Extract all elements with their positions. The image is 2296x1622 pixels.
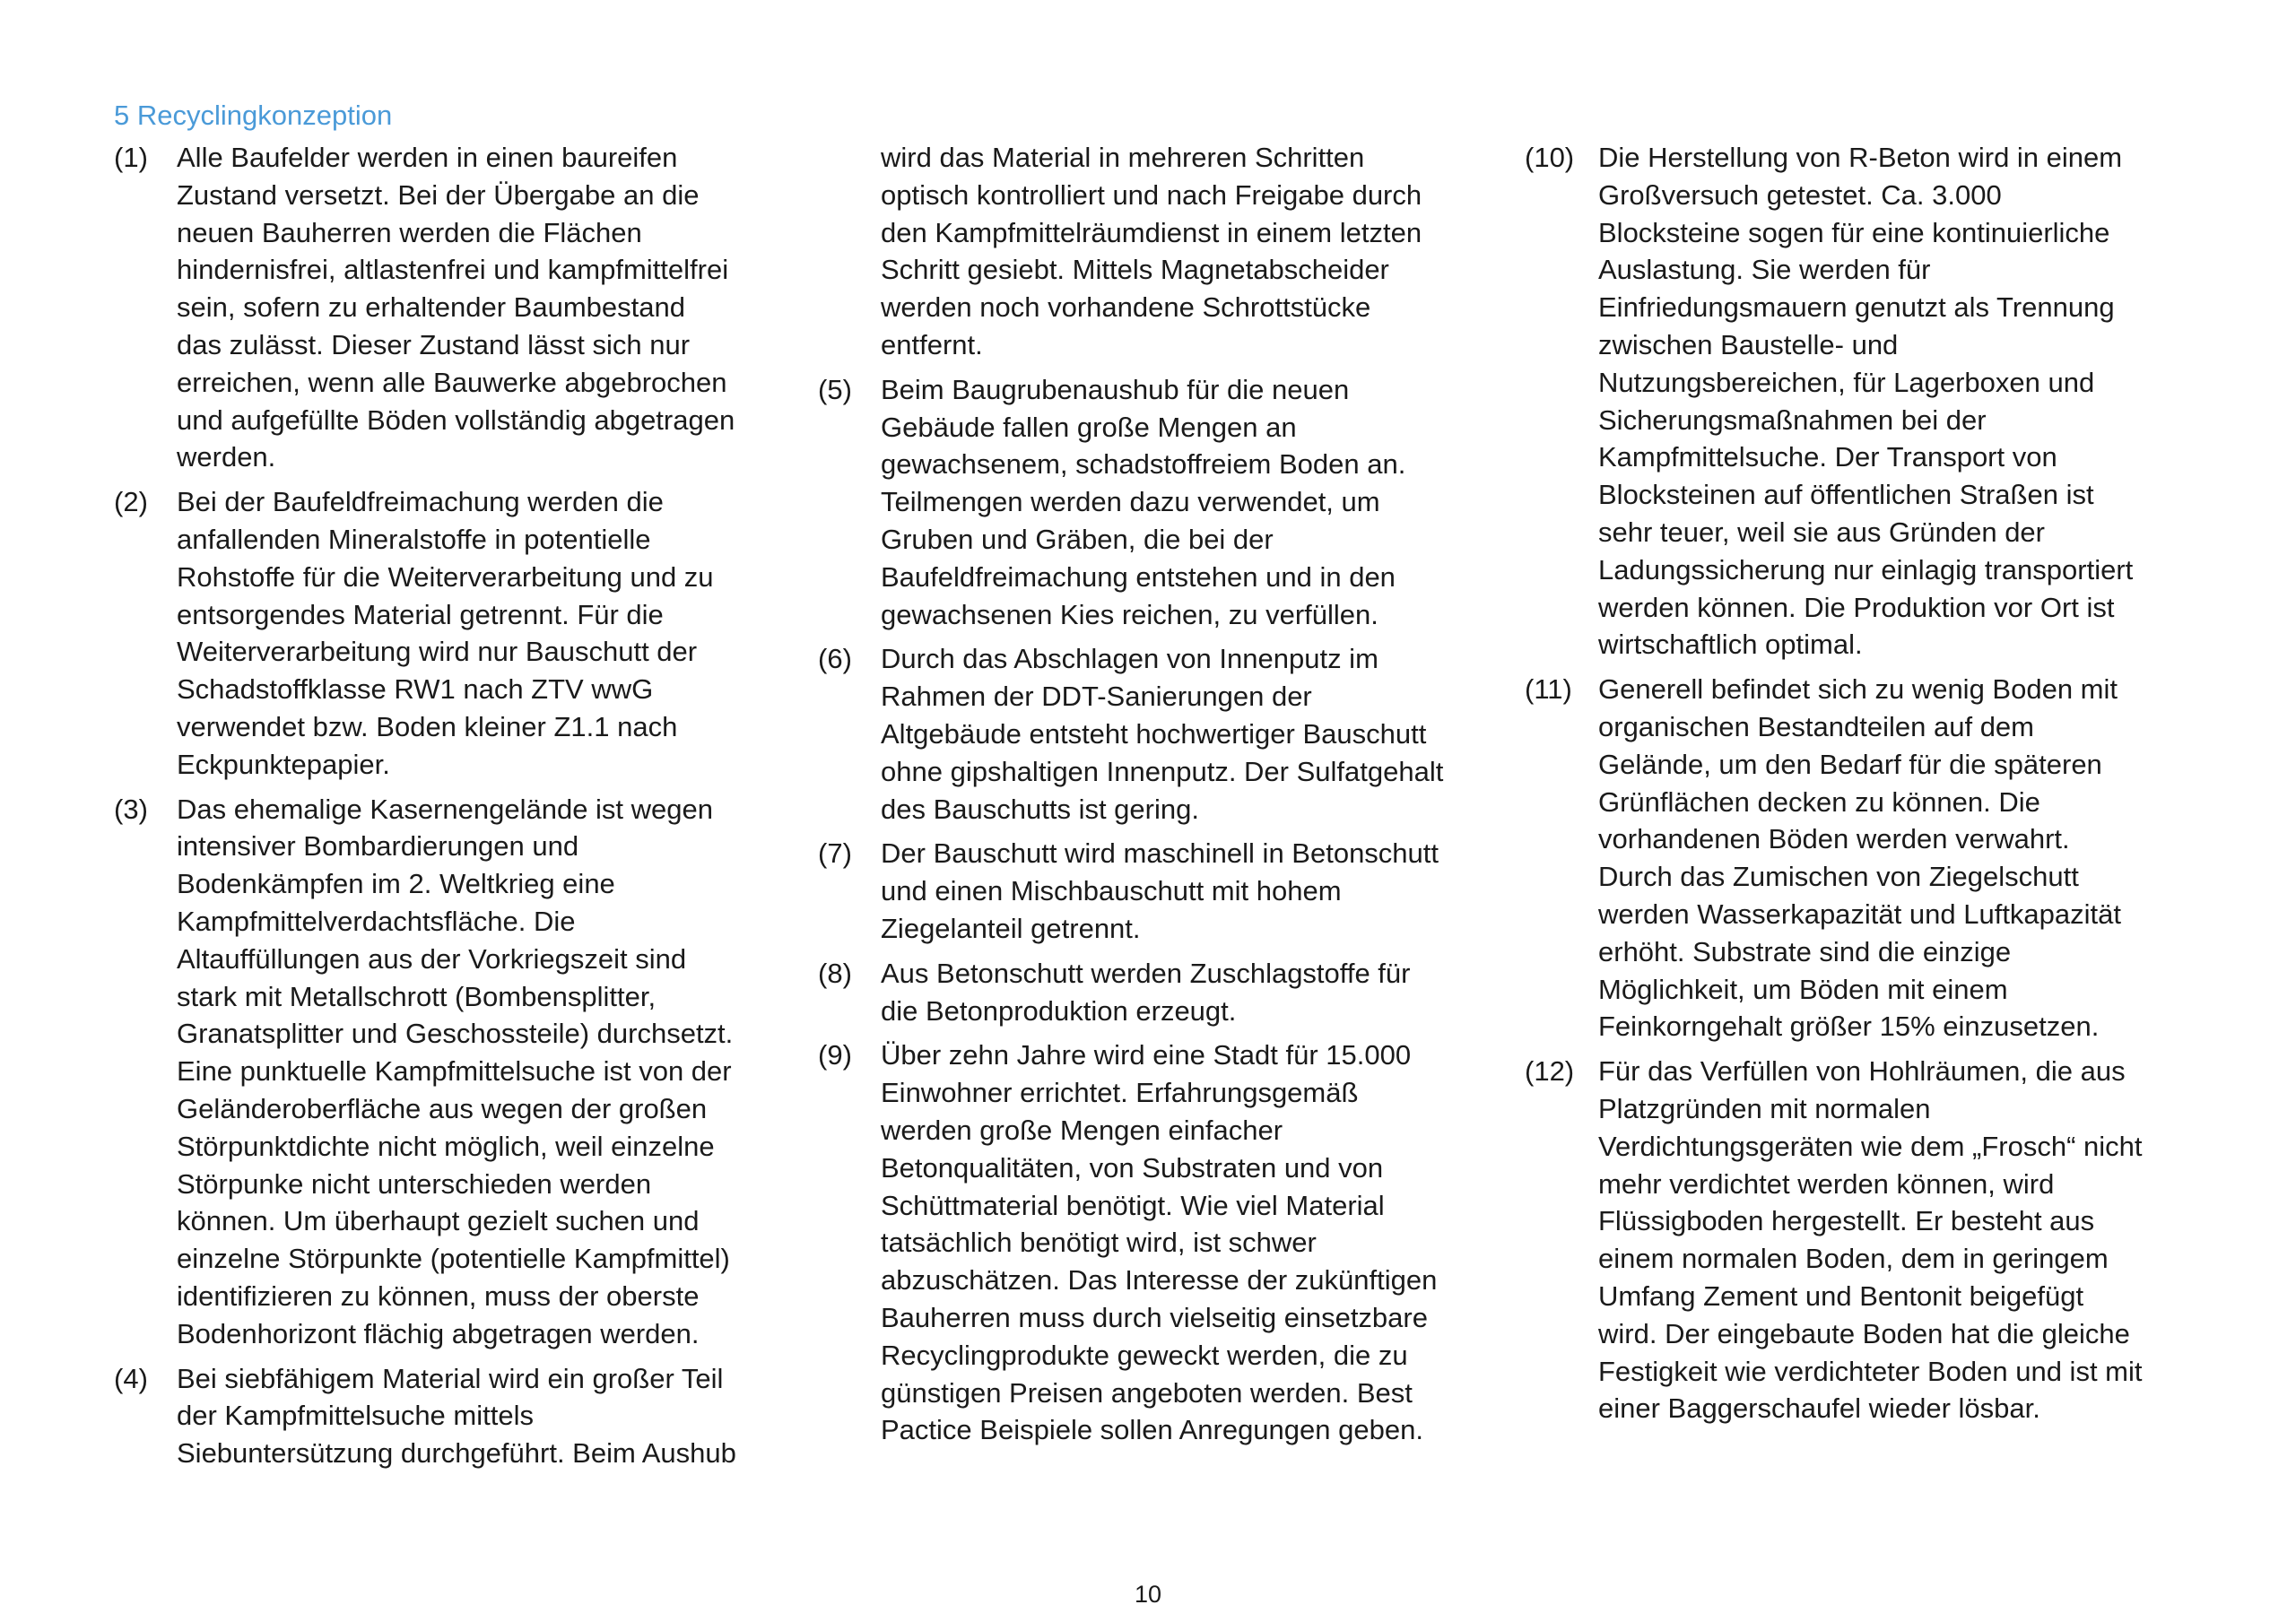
list-item-7 bbox=[818, 835, 1500, 947]
item-number: (6) bbox=[818, 643, 852, 675]
item-number: (10) bbox=[1525, 142, 1575, 173]
item-number: (8) bbox=[818, 957, 852, 989]
item-text: Das ehemalige Kasernengelände ist wegen intensiver Bombardierungen und Bodenkämpfen im 2. Weltkrieg eine Kampfmittelverdachtsfläche. Die Altauffüllungen aus der Vorkriegszeit sind stark mit Metallschrott (Bombensplitter, Granatsplitter und Geschossteile) durchsetzt. Eine punktuelle Kampfmittelsuche ist von der Geländeroberfläche aus wegen der großen Störpunktdichte nicht möglich, weil einzelne Störpunke nicht unterschieden werden können. Um überhaupt gezielt suchen und einzelne Störpunkte (potentielle Kampfmittel) identifizieren zu können, muss der oberste Bodenhorizont flächig abgetragen werden. bbox=[177, 793, 734, 1349]
item-number: (9) bbox=[818, 1039, 852, 1071]
list-item-9 bbox=[818, 1037, 1500, 1449]
list-item-3 bbox=[114, 791, 796, 1353]
item-number: (3) bbox=[114, 793, 148, 825]
item-number: (1) bbox=[114, 142, 148, 173]
item-number: (5) bbox=[818, 373, 852, 405]
list-item-6 bbox=[818, 640, 1500, 828]
list-item-1 bbox=[114, 139, 796, 476]
item-text: Für das Verfüllen von Hohlräumen, die aus Platzgründen mit normalen Verdichtungsgeräten wie dem „Frosch“ nicht mehr verdichtet werden können, wird Flüssigboden hergestellt. Er besteht aus einem normalen Boden, dem in geringem Umfang Zement und Bentonit beigefügt wird. Der eingebaute Boden hat die gleiche Festigkeit wie verdichteter Boden und ist mit einer Baggerschaufel wieder lösbar. bbox=[1598, 1055, 2143, 1425]
list-item-10 bbox=[1525, 139, 2224, 664]
page-number: 10 bbox=[1134, 1581, 1162, 1608]
item-text: Durch das Abschlagen von Innenputz im Rahmen der DDT-Sanierungen der Altgebäude entsteht hochwertiger Bauschutt ohne gipshaltigen Innenputz. Der Sulfatgehalt des Bauschutts ist gering. bbox=[881, 643, 1444, 825]
item-text: Bei der Baufeldfreimachung werden die anfallenden Mineralstoffe in potentielle Rohstoffe für die Weiterverarbeitung und zu entsorgendes Material getrennt. Für die Weiterverarbeitung wird nur Bauschutt der Schadstoffklasse RW1 nach ZTV wwG verwendet bzw. Boden kleiner Z1.1 nach Eckpunktepapier. bbox=[177, 486, 714, 780]
text-column-2 bbox=[818, 139, 1500, 1456]
list-item-11 bbox=[1525, 671, 2224, 1045]
item-number: (7) bbox=[818, 837, 852, 870]
item-number: (2) bbox=[114, 486, 148, 518]
list-item-12 bbox=[1525, 1053, 2224, 1427]
item-number: (11) bbox=[1525, 673, 1572, 706]
item-text: Generell befindet sich zu wenig Boden mit organischen Bestandteilen auf dem Gelände, um den Bedarf für die späteren Grünflächen decken zu können. Die vorhandenen Böden werden verwahrt. Durch das Zumischen von Ziegelschutt werden Wasserkapazität und Luftkapazität erhöht. Substrate sind die einzige Möglichkeit, um Böden mit einem Feinkorngehalt größer 15% einzusetzen. bbox=[1598, 673, 2122, 1043]
item-number: (4) bbox=[114, 1362, 148, 1394]
item-text: Beim Baugrubenaushub für die neuen Gebäude fallen große Mengen an gewachsenem, schadstoffreiem Boden an. Teilmengen werden dazu verwendet, um Gruben und Gräben, die bei der Baufeldfreimachung entstehen und in den gewachsenen Kies reichen, zu verfüllen. bbox=[881, 373, 1406, 630]
list-item-8 bbox=[818, 955, 1500, 1030]
text-column-1 bbox=[114, 139, 796, 1479]
item-number: (12) bbox=[1525, 1055, 1575, 1088]
list-item-4 bbox=[114, 1360, 796, 1472]
item-text: Der Bauschutt wird maschinell in Betonschutt und einen Mischbauschutt mit hohem Ziegelanteil getrennt. bbox=[881, 837, 1439, 944]
text-column-3 bbox=[1525, 139, 2224, 1435]
list-item-2 bbox=[114, 483, 796, 783]
section-heading: 5 Recyclingkonzeption bbox=[114, 100, 393, 131]
item-text: Aus Betonschutt werden Zuschlagstoffe für die Betonproduktion erzeugt. bbox=[881, 957, 1411, 1027]
item-text: Die Herstellung von R-Beton wird in einem Großversuch getestet. Ca. 3.000 Blocksteine sogen für eine kontinuierliche Auslastung. Sie werden für Einfriedungsmauern genutzt als Trennung zwischen Baustelle- und Nutzungsbereichen, für Lagerboxen und Sicherungsmaßnahmen bei der Kampfmittelsuche. Der Transport von Blocksteinen auf öffentlichen Straßen ist sehr teuer, weil sie aus Gründen der Ladungssicherung nur einlagig transportiert werden können. Die Produktion vor Ort ist wirtschaftlich optimal. bbox=[1598, 142, 2134, 661]
list-item-4-continuation: wird das Material in mehreren Schritten optisch kontrolliert und nach Freigabe durch den Kampfmittelräumdienst in einem letzten Schritt gesiebt. Mittels Magnetabscheider werden noch vorhandene Schrottstücke entfernt. bbox=[881, 142, 1422, 360]
list-item-5 bbox=[818, 371, 1500, 634]
item-text: Bei siebfähigem Material wird ein großer Teil der Kampfmittelsuche mittels Siebuntersützung durchgeführt. Beim Aushub bbox=[177, 1362, 736, 1470]
item-text: Über zehn Jahre wird eine Stadt für 15.000 Einwohner errichtet. Erfahrungsgemäß werden große Mengen einfacher Betonqualitäten, von Substraten und von Schüttmaterial benötigt. Wie viel Material tatsächlich benötigt wird, ist schwer abzuschätzen. Das Interesse der zukünftigen Bauherren muss durch vielseitig einsetzbare Recyclingprodukte geweckt werden, die zu günstigen Preisen angeboten werden. Best Pactice Beispiele sollen Anregungen geben. bbox=[881, 1039, 1438, 1446]
item-text: Alle Baufelder werden in einen baureifen Zustand versetzt. Bei der Übergabe an die neuen Bauherren werden die Flächen hindernisfrei, altlastenfrei und kampfmittelfrei sein, sofern zu erhaltender Baumbestand das zulässt. Dieser Zustand lässt sich nur erreichen, wenn alle Bauwerke abgebrochen und aufgefüllte Böden vollständig abgetragen werden. bbox=[177, 142, 735, 473]
